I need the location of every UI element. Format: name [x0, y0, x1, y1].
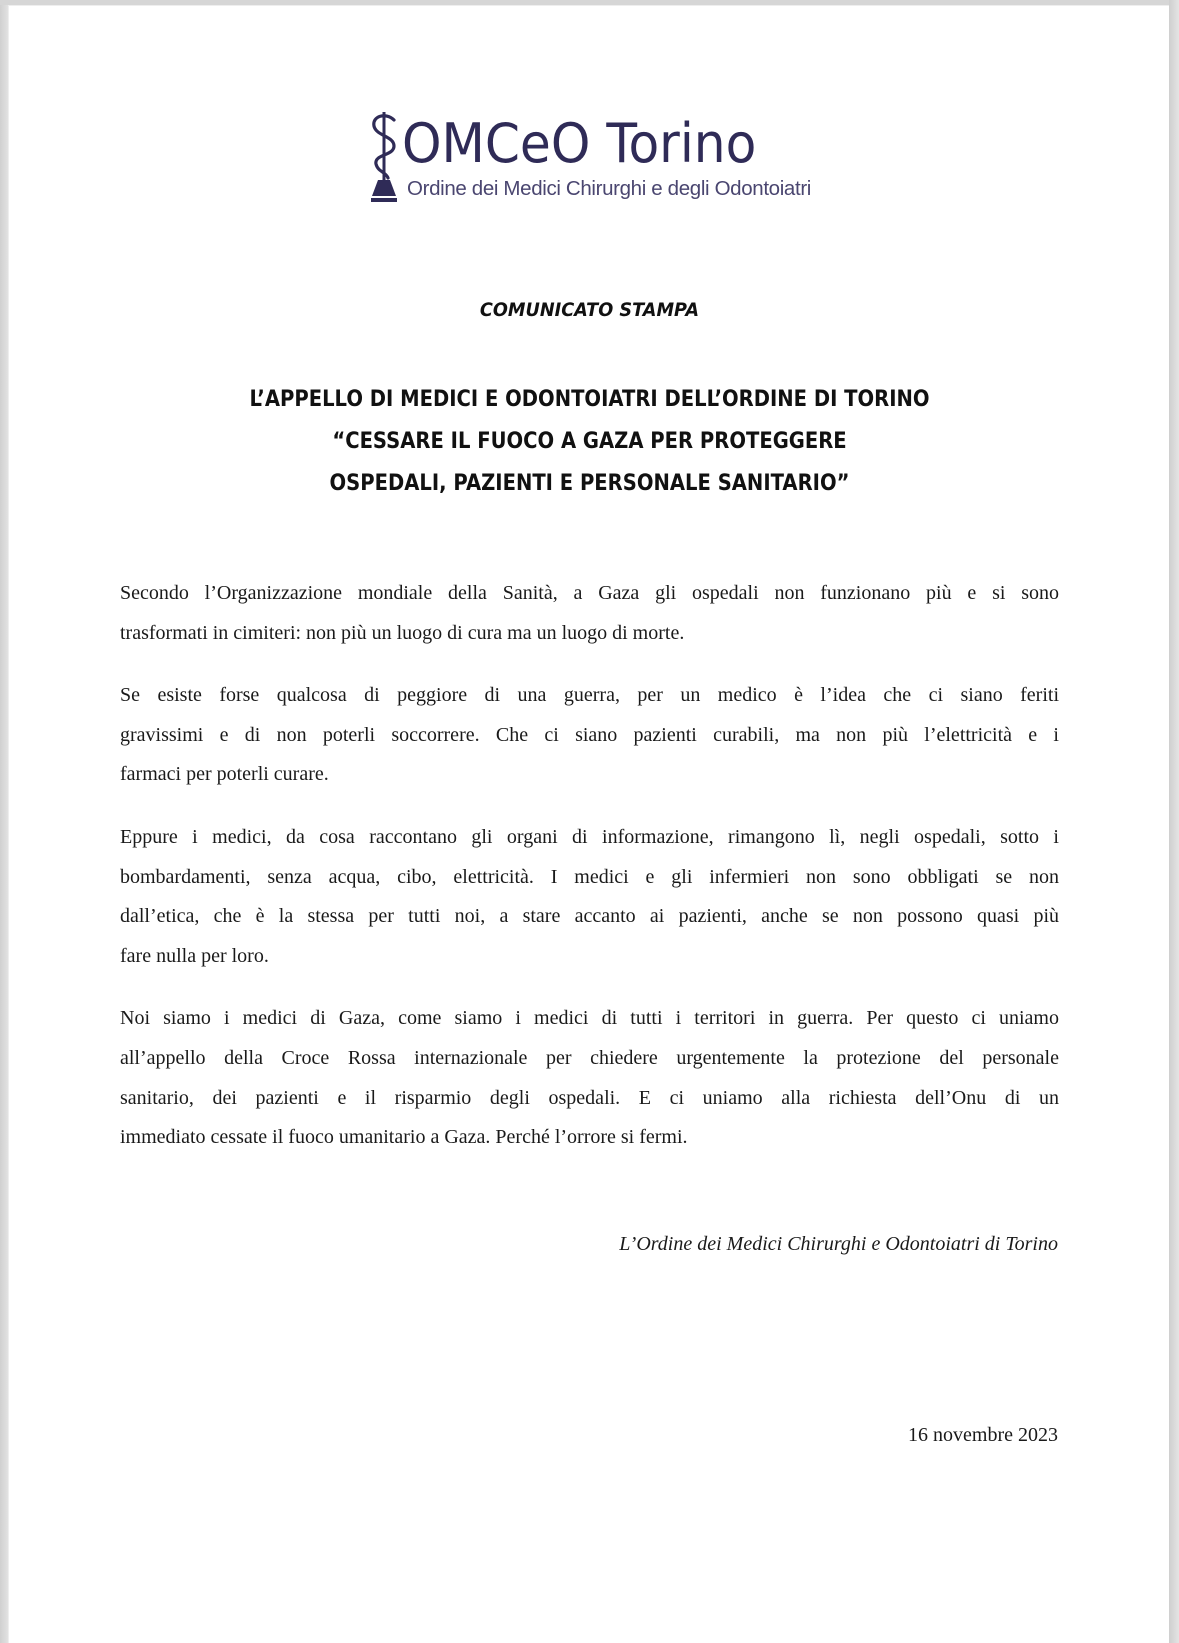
date: 16 novembre 2023 — [908, 1424, 1058, 1446]
text-line: immediato cessate il fuoco umanitario a Gaza. Perché l’orrore si fermi. — [120, 1126, 688, 1149]
logo — [362, 106, 822, 206]
text-line: Eppure i medici, da cosa raccontano gli organi di informazione, rimangono lì, negli ospedali, sotto i — [120, 825, 1059, 848]
logo-subtitle: Ordine dei Medici Chirurghi e degli Odontoiatri — [407, 177, 812, 200]
text-line: farmaci per poterli curare. — [120, 763, 329, 786]
text-line: dall’etica, che è la stessa per tutti noi, a stare accanto ai pazienti, anche se non possono quasi più — [120, 905, 1059, 928]
text-line: sanitario, dei pazienti e il risparmio degli ospedali. E ci uniamo alla richiesta dell’Onu di un — [120, 1086, 1059, 1109]
caduceus-icon — [368, 110, 402, 204]
text-line: Noi siamo i medici di Gaza, come siamo i medici di tutti i territori in guerra. Per questo ci uniamo — [120, 1007, 1059, 1030]
logo-title: OMCeO Torino — [402, 112, 757, 175]
paragraph — [120, 574, 1059, 653]
text-line: Secondo l’Organizzazione mondiale della Sanità, a Gaza gli ospedali non funzionano più e si sono — [120, 582, 1059, 604]
paragraph — [120, 676, 1059, 795]
text-line: Se esiste forse qualcosa di peggiore di una guerra, per un medico è l’idea che ci siano feriti — [120, 684, 1059, 707]
text-line: all’appello della Croce Rossa internazionale per chiedere urgentemente la protezione del personale — [120, 1046, 1059, 1069]
headline — [0, 378, 1179, 504]
paragraph — [120, 999, 1059, 1157]
page-edge-right — [1169, 0, 1179, 1643]
signature: L’Ordine dei Medici Chirurghi e Odontoiatri di Torino — [619, 1233, 1058, 1255]
text-line: bombardamenti, senza acqua, cibo, elettricità. I medici e gli infermieri non sono obbligati se non — [120, 865, 1059, 888]
headline-line: “CESSARE IL FUOCO A GAZA PER PROTEGGERE — [332, 428, 847, 454]
press-release-label: COMUNICATO STAMPA — [479, 299, 700, 321]
body-text — [120, 574, 1059, 1181]
text-line: gravissimi e di non poterli soccorrere. Che ci siano pazienti curabili, ma non più l’elettricità e i — [120, 723, 1059, 746]
text-line: fare nulla per loro. — [120, 944, 269, 967]
text-line: trasformati in cimiteri: non più un luogo di cura ma un luogo di morte. — [120, 621, 685, 644]
paragraph — [120, 818, 1059, 976]
headline-line: L’APPELLO DI MEDICI E ODONTOIATRI DELL’ORDINE DI TORINO — [249, 386, 930, 412]
page-edge-left — [0, 0, 8, 1643]
headline-line: OSPEDALI, PAZIENTI E PERSONALE SANITARIO” — [329, 470, 850, 496]
